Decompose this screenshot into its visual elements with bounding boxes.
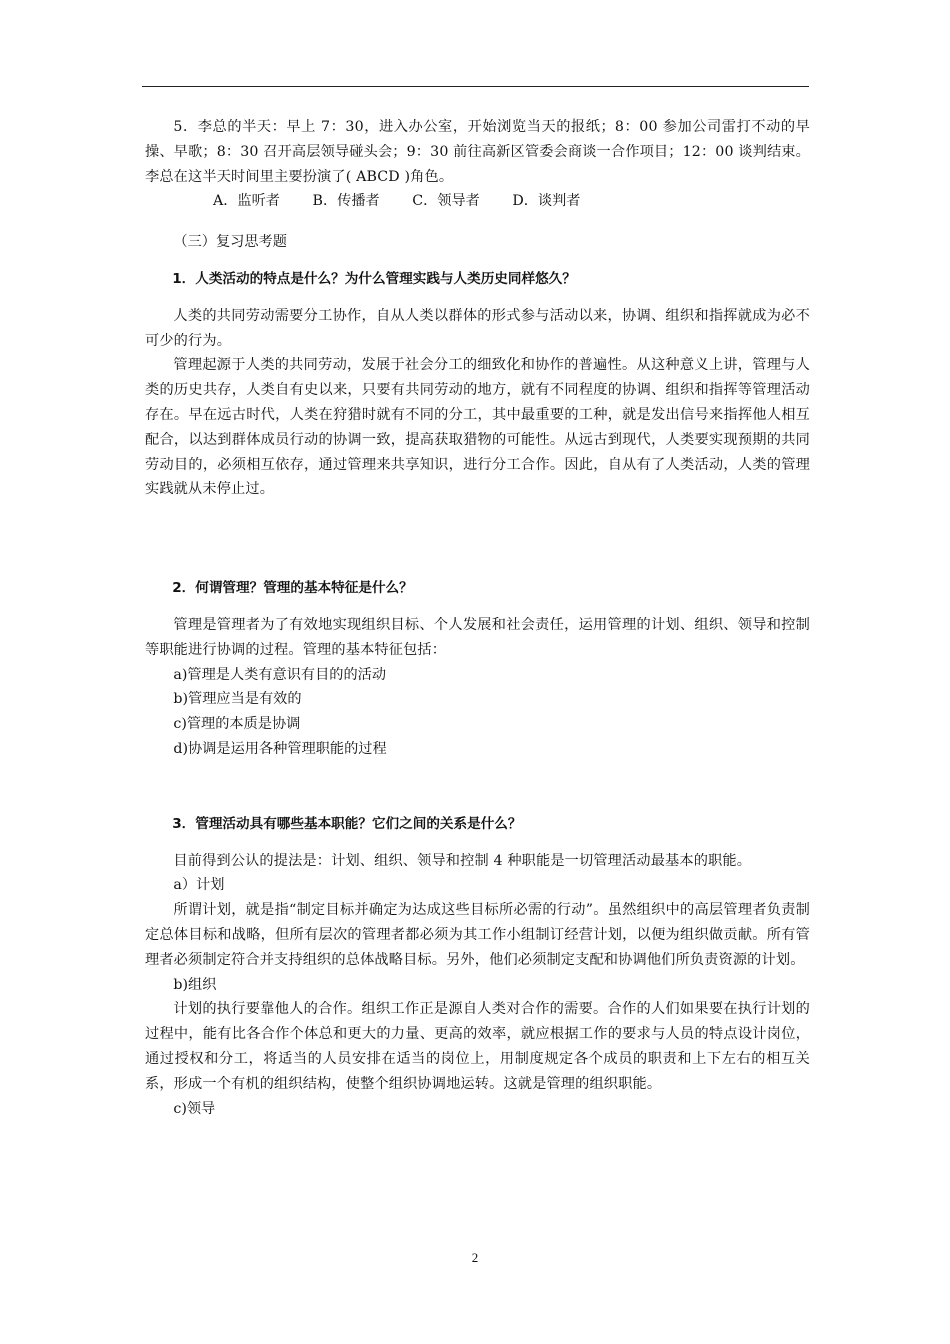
- organizing-paragraph: 计划的执行要靠他人的合作。组织工作正是源自人类对合作的需要。合作的人们如果要在执行计划的过程中，能有比各合作个体总和更大的力量、更高的效率，就应根据工作的要求与人员的特点设计岗位，通过授权和分工，将适当的人员安排在适当的岗位上，用制度规定各个成员的职责和上下左右的相互关系，形成一个有机的组织结构，使整个组织协调地运转。这就是管理的组织职能。: [145, 1001, 810, 1092]
- planning-paragraph: 所谓计划，就是指“制定目标并确定为达成这些目标所必需的行动”。虽然组织中的高层管理者负责制定总体目标和战略，但所有层次的管理者都必须为其工作小组制订经营计划，以便为组织做贡献。所有管理者必须制定符合并支持组织的总体战略目标。另外，他们必须制定支配和协调他们所负责资源的计划。: [145, 902, 810, 968]
- question-2-intro: 管理是管理者为了有效地实现组织目标、个人发展和社会责任，运用管理的计划、组织、领导和控制等职能进行协调的过程。管理的基本特征包括：: [145, 616, 810, 658]
- subheading-leading: c)领导: [173, 1100, 216, 1117]
- question-3-title: 3．管理活动具有哪些基本职能？它们之间的关系是什么？: [172, 815, 522, 832]
- header-rule: [142, 86, 809, 87]
- question-1-paragraph: 人类的共同劳动需要分工协作，自从人类以群体的形式参与活动以来，协调、组织和指挥就成为必不可少的行为。: [145, 307, 810, 349]
- option-c: C．领导者: [412, 193, 480, 210]
- page-number: 2: [471, 1250, 479, 1265]
- question-2-title: 2．何谓管理？管理的基本特征是什么？: [172, 580, 413, 597]
- option-b: B．传播者: [312, 193, 380, 210]
- question-5-text: 5．李总的半天：早上 7：30，进入办公室，开始浏览当天的报纸；8：00 参加公司雷打不动的早操、早歌；8：30 召开高层领导碰头会；9：30 前往高新区管委会商谈一合作项目；12：00 谈判结束。李总在这半天时间里主要扮演了( ABCD )角色。: [145, 119, 810, 185]
- question-2-item: c)管理的本质是协调: [173, 716, 301, 733]
- question-2-item: a)管理是人类有意识有目的的活动: [173, 666, 387, 683]
- question-1-title: 1．人类活动的特点是什么？为什么管理实践与人类历史同样悠久？: [172, 270, 576, 287]
- subheading-planning: a）计划: [173, 877, 225, 894]
- subheading-organizing: b)组织: [173, 976, 217, 993]
- question-5-options: [145, 189, 810, 214]
- option-d: D．谈判者: [512, 193, 581, 210]
- question-1-paragraph: 管理起源于人类的共同劳动，发展于社会分工的细致化和协作的普遍性。从这种意义上讲，管理与人类的历史共存，人类自有史以来，只要有共同劳动的地方，就有不同程度的协调、组织和指挥等管理活动存在。早在远古时代，人类在狩猎时就有不同的分工，其中最重要的工种，就是发出信号来指挥他人相互配合，以达到群体成员行动的协调一致，提高获取猎物的可能性。从远古到现代，人类要实现预期的共同劳动目的，必须相互依存，通过管理来共享知识，进行分工合作。因此，自从有了人类活动，人类的管理实践就从未停止过。: [145, 357, 810, 498]
- question-2-item: d)协调是运用各种管理职能的过程: [173, 740, 387, 757]
- section-title: （三）复习思考题: [173, 234, 287, 251]
- question-2-item: b)管理应当是有效的: [173, 691, 302, 708]
- question-3-intro: 目前得到公认的提法是：计划、组织、领导和控制 4 种职能是一切管理活动最基本的职能。: [173, 852, 752, 869]
- option-a: A．监听者: [213, 193, 280, 210]
- document-body: [145, 115, 810, 1121]
